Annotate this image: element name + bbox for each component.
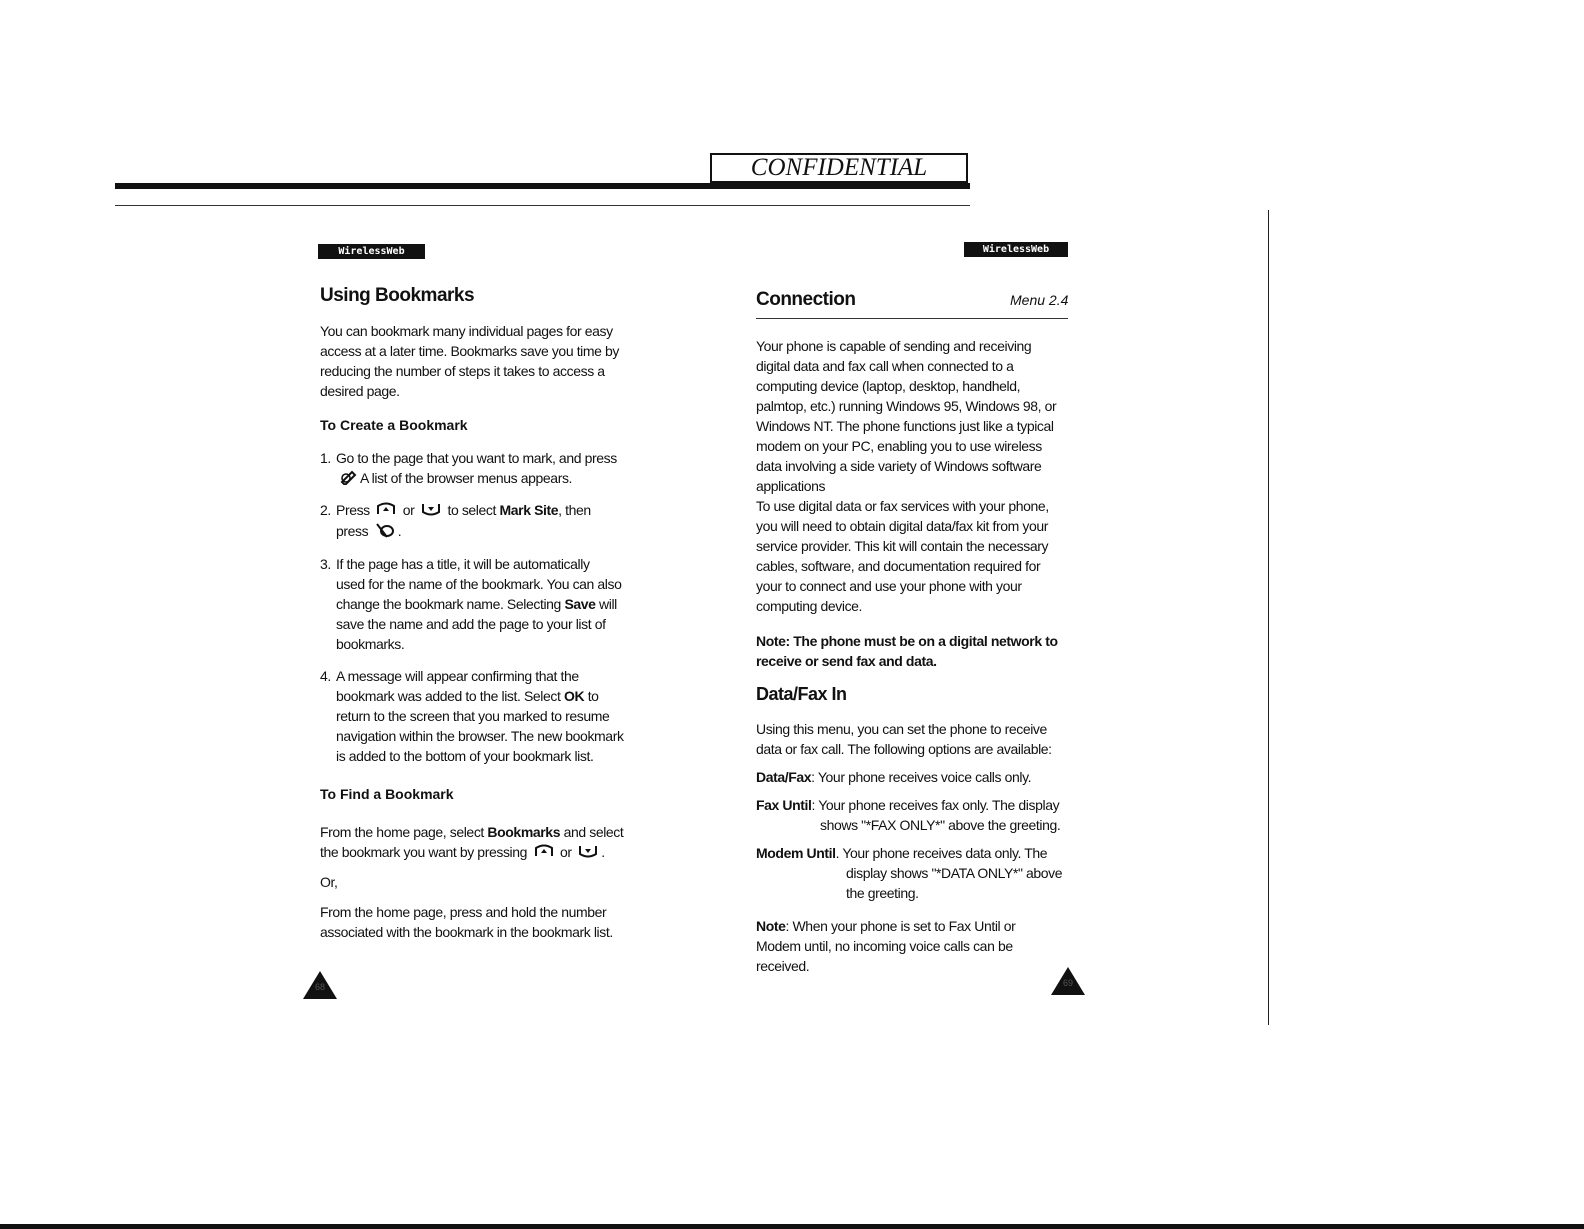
menu-key-icon bbox=[339, 469, 357, 490]
page-title-right: Connection bbox=[756, 289, 856, 310]
find-paragraph-2 bbox=[320, 902, 660, 942]
step-3: 3. If the page has a title, it will be automatically used for the name of the bookmark. You can also change the bookmark name. Selecting Save will save the name and add the page to your list of bookmarks. bbox=[320, 556, 622, 652]
text-line: You can bookmark many individual pages for easy bbox=[320, 323, 613, 339]
section-tag-right: WirelessWeb bbox=[964, 242, 1068, 257]
subheading-create: To Create a Bookmark bbox=[320, 417, 468, 433]
option-modem-until: Modem Until. Your phone receives data only. The display shows "*DATA ONLY*" above the greeting. bbox=[756, 845, 1063, 901]
section-tag-left: WirelessWeb bbox=[318, 244, 425, 259]
option-data-fax: Data/Fax: Your phone receives voice calls only. bbox=[756, 769, 1032, 785]
scan-bottom-edge bbox=[0, 1224, 1584, 1229]
title-underline bbox=[756, 318, 1068, 319]
scroll-up-key-icon bbox=[376, 501, 396, 521]
page-title-left: Using Bookmarks bbox=[320, 285, 475, 306]
page-number-left: 68 bbox=[302, 970, 338, 1000]
text-line: From the home page, press and hold the number bbox=[320, 904, 607, 920]
note-1: Note: The phone must be on a digital network to receive or send fax and data. bbox=[756, 633, 1058, 669]
subheading-find: To Find a Bookmark bbox=[320, 786, 454, 802]
confidential-stamp: CONFIDENTIAL bbox=[710, 153, 968, 183]
scroll-down-key-icon bbox=[578, 843, 598, 863]
step-2: 2. Press or to select Mark Site, then press . bbox=[320, 500, 650, 544]
scroll-up-key-icon bbox=[534, 843, 554, 863]
scroll-down-key-icon bbox=[421, 501, 441, 521]
header-rule-thick bbox=[115, 183, 970, 189]
text-line: reducing the number of steps it takes to access a bbox=[320, 363, 605, 379]
step-1: 1. Go to the page that you want to mark, and press A list of the browser menus appears. bbox=[320, 448, 650, 490]
connection-paragraph-1: Your phone is capable of sending and receiving digital data and fax call when connected to a computing device (laptop, desktop, handheld, palmtop, etc.) running Windows 95, Windows 98, or Windows NT. The phone functions just like a typical modem on your PC, enabling you to use wireless data involving a side variety of Windows software applications To use digital data or fax services with your phone, you will need to obtain digital data/fax kit from your service provider. This kit will contain the necessary cables, software, and documentation required for your to connect and use your phone with your computing device. bbox=[756, 338, 1057, 614]
note-2: Note: When your phone is set to Fax Until or Modem until, no incoming voice calls can be received. bbox=[756, 918, 1016, 974]
find-paragraph-1: From the home page, select Bookmarks and select the bookmark you want by pressing or . bbox=[320, 822, 660, 863]
create-steps bbox=[320, 448, 660, 768]
select-key-icon bbox=[375, 521, 395, 544]
intro-paragraph bbox=[320, 321, 650, 401]
step-4: 4. A message will appear confirming that the bookmark was added to the list. Select OK to return to the screen that you marked to resume navigation within the browser. The new bookmark is added to the bottom of your bookmark list. bbox=[320, 668, 624, 764]
subheading-data-fax-in: Data/Fax In bbox=[756, 684, 847, 704]
data-fax-intro: Using this menu, you can set the phone to receive data or fax call. The following options are available: bbox=[756, 721, 1052, 757]
text-line: access at a later time. Bookmarks save you time by bbox=[320, 343, 620, 359]
or-text: Or, bbox=[320, 874, 338, 890]
option-definitions bbox=[756, 767, 1096, 907]
text-line: associated with the bookmark in the bookmark list. bbox=[320, 924, 613, 940]
text-line: desired page. bbox=[320, 383, 400, 399]
page-edge-line bbox=[1268, 210, 1269, 1025]
option-fax-until: Fax Until: Your phone receives fax only. The display shows "*FAX ONLY*" above the greeting. bbox=[756, 797, 1061, 833]
menu-reference: Menu 2.4 bbox=[1010, 292, 1069, 308]
page-number-right: 69 bbox=[1050, 966, 1086, 996]
header-rule-thin bbox=[115, 205, 970, 206]
